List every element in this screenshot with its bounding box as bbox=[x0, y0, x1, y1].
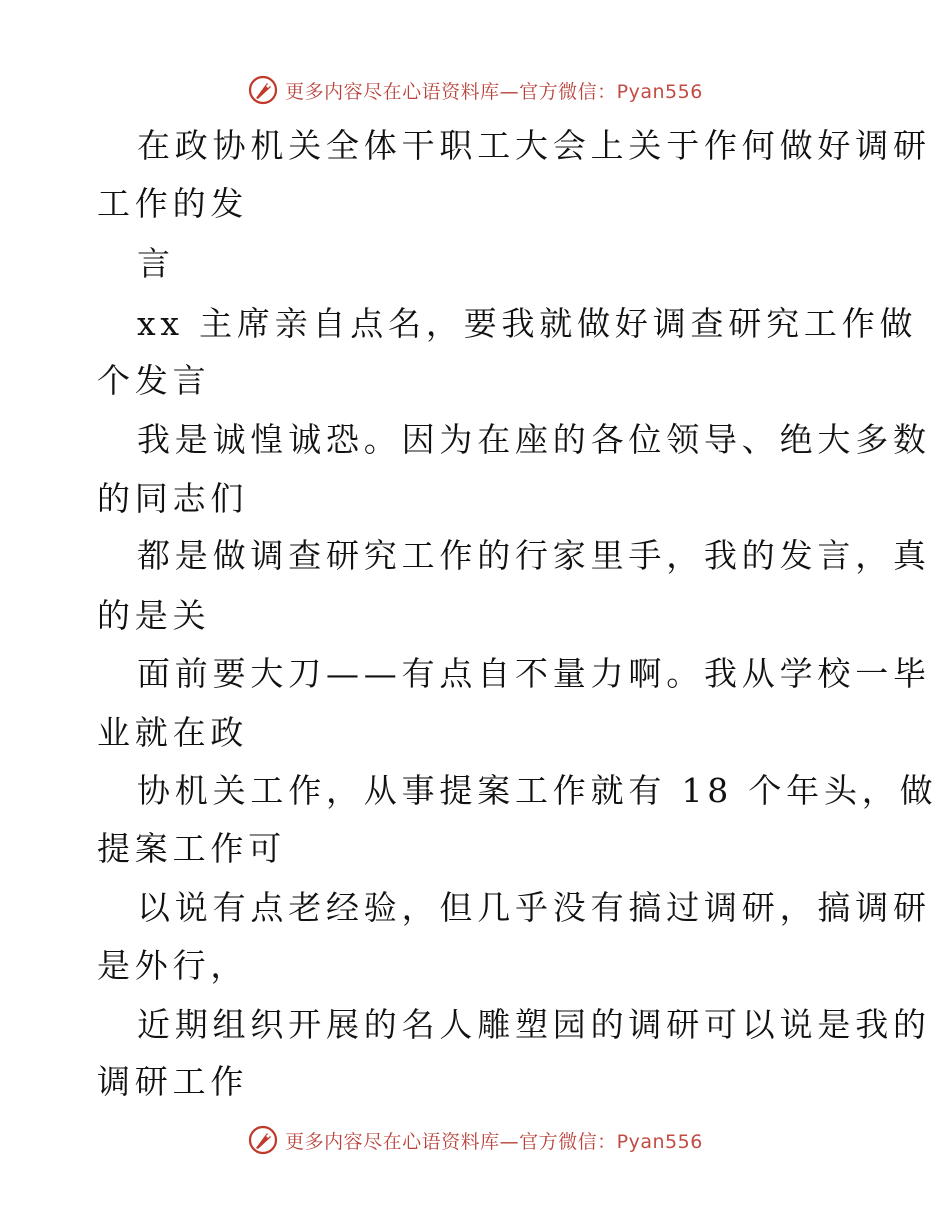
watermark-label: 更多内容尽在心语资料库—官方微信： bbox=[285, 80, 617, 103]
text-line: 工作的发 bbox=[97, 184, 249, 223]
footer-watermark bbox=[0, 1120, 950, 1160]
text-line: 协机关工作，从事提案工作就有 18 个年头，做 bbox=[137, 771, 938, 810]
watermark-label: 更多内容尽在心语资料库—官方微信： bbox=[285, 1130, 617, 1153]
text-line: xx 主席亲自点名，要我就做好调查研究工作做 bbox=[137, 304, 918, 343]
text-line: 的是关 bbox=[97, 596, 211, 635]
text-line: 是外行， bbox=[97, 946, 249, 985]
watermark-text bbox=[285, 77, 703, 104]
text-line: 言 bbox=[137, 244, 175, 283]
text-line: 在政协机关全体干职工大会上关于作何做好调研 bbox=[137, 126, 931, 165]
text-line: 都是做调查研究工作的行家里手，我的发言，真 bbox=[137, 536, 931, 575]
watermark-wechat-id: Pyan556 bbox=[616, 1130, 703, 1153]
text-line: 个发言 bbox=[97, 361, 211, 400]
text-line: 以说有点老经验，但几乎没有搞过调研，搞调研 bbox=[137, 888, 931, 927]
text-line: 近期组织开展的名人雕塑园的调研可以说是我的 bbox=[137, 1005, 931, 1044]
watermark-wechat-id: Pyan556 bbox=[616, 80, 703, 103]
text-line: 面前要大刀——有点自不量力啊。我从学校一毕 bbox=[137, 654, 931, 693]
text-line: 我是诚惶诚恐。因为在座的各位领导、绝大多数 bbox=[137, 420, 931, 459]
text-line: 业就在政 bbox=[97, 713, 249, 752]
watermark-text bbox=[285, 1127, 703, 1154]
text-line: 提案工作可 bbox=[97, 829, 286, 868]
text-line: 的同志们 bbox=[97, 479, 249, 518]
pen-nib-logo-icon bbox=[247, 74, 279, 106]
header-watermark bbox=[0, 70, 950, 110]
text-line: 调研工作 bbox=[97, 1062, 249, 1101]
pen-nib-logo-icon bbox=[247, 1124, 279, 1156]
